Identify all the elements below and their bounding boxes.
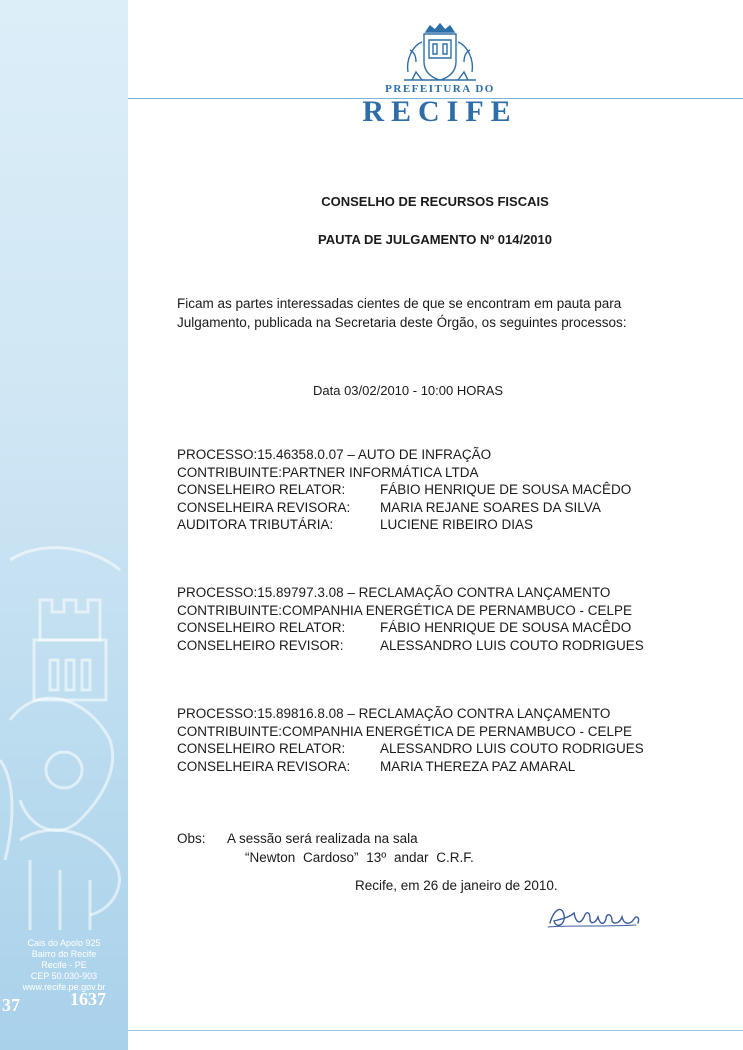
city-crest-logo	[402, 22, 478, 86]
role-label: AUDITORA TRIBUTÁRIA:	[177, 517, 334, 532]
process-number: PROCESSO:15.89797.3.08 – RECLAMAÇÃO CONTRA LANÇAMENTO	[177, 585, 611, 600]
role-label: CONSELHEIRA REVISORA:	[177, 758, 351, 774]
prefeitura-label: PREFEITURA DO	[385, 83, 495, 95]
contribuinte: CONTRIBUINTE:PARTNER INFORMÁTICA LTDA	[177, 464, 479, 480]
contribuinte: CONTRIBUINTE:COMPANHIA ENERGÉTICA DE PERNAMBUCO - CELPE	[177, 602, 633, 618]
process-number: PROCESSO:15.89816.8.08 – RECLAMAÇÃO CONTRA LANÇAMENTO	[177, 706, 611, 721]
address-line: Cais do Apolo 925	[27, 938, 101, 948]
role-label: CONSELHEIRO RELATOR:	[177, 620, 346, 635]
session-date: Data 03/02/2010 - 10:00 HORAS	[313, 383, 504, 398]
role-name: ALESSANDRO LUIS COUTO RODRIGUES	[380, 741, 644, 756]
obs-room: “Newton Cardoso” 13º andar C.R.F.	[245, 850, 474, 865]
intro-line: Julgamento, publicada na Secretaria deste Órgão, os seguintes processos:	[177, 315, 627, 330]
city-name-logo: RECIFE	[362, 95, 518, 128]
year-left: 37	[2, 995, 20, 1015]
obs-label: Obs:	[177, 831, 206, 846]
handwritten-signature	[540, 895, 650, 935]
contribuinte: CONTRIBUINTE:COMPANHIA ENERGÉTICA DE PERNAMBUCO - CELPE	[177, 723, 633, 739]
sidebar-year-band	[0, 989, 128, 1017]
role-name: LUCIENE RIBEIRO DIAS	[380, 517, 534, 532]
role-name: FÁBIO HENRIQUE DE SOUSA MACÊDO	[380, 620, 632, 635]
role-label: CONSELHEIRO RELATOR:	[177, 482, 346, 497]
intro-paragraph	[177, 294, 627, 332]
role-name: FÁBIO HENRIQUE DE SOUSA MACÊDO	[380, 482, 632, 497]
city-emblem-watermark	[0, 0, 128, 1050]
role-label: CONSELHEIRO RELATOR:	[177, 741, 346, 756]
place-and-date: Recife, em 26 de janeiro de 2010.	[355, 878, 558, 893]
role-label: CONSELHEIRA REVISORA:	[177, 499, 351, 515]
obs-text: A sessão será realizada na sala	[227, 831, 418, 846]
address-line: Bairro do Recife	[31, 949, 97, 959]
sidebar-band	[0, 0, 128, 1050]
sidebar-address	[0, 938, 128, 993]
year-right: 1637	[70, 989, 106, 1009]
role-label: CONSELHEIRO REVISOR:	[177, 637, 344, 653]
process-number: PROCESSO:15.46358.0.07 – AUTO DE INFRAÇÃO	[177, 447, 492, 462]
role-name: MARIA REJANE SOARES DA SILVA	[380, 499, 601, 515]
role-name: ALESSANDRO LUIS COUTO RODRIGUES	[380, 637, 644, 653]
footer-divider	[128, 1030, 743, 1031]
intro-line: Ficam as partes interessadas cientes de que se encontram em pauta para	[177, 296, 622, 311]
role-name: MARIA THEREZA PAZ AMARAL	[380, 758, 576, 774]
document-subtitle: PAUTA DE JULGAMENTO Nº 014/2010	[318, 232, 552, 247]
address-line: Recife - PE	[41, 960, 87, 970]
website-link: www.recife.pe.gov.br	[22, 982, 106, 992]
address-line: CEP 50.030-903	[30, 971, 98, 981]
document-title: CONSELHO DE RECURSOS FISCAIS	[321, 194, 549, 209]
